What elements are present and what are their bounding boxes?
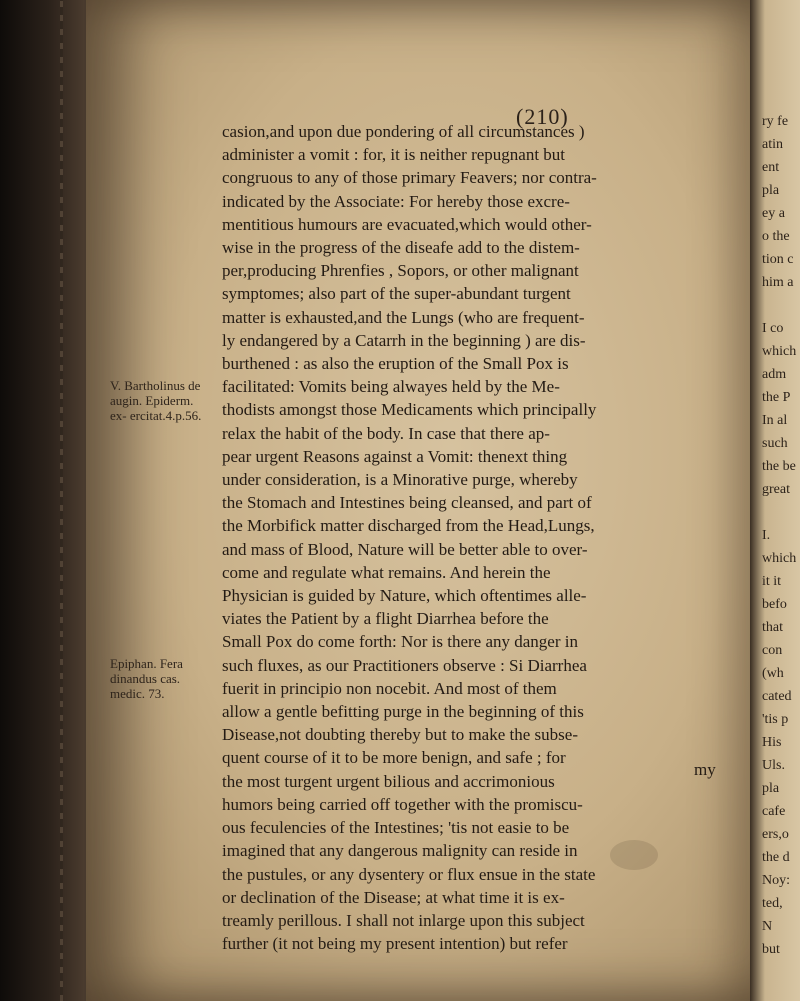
adjacent-page-fragment: the d [762,850,790,865]
adjacent-page-fragment: 'tis p [762,712,789,727]
body-text [222,120,742,955]
adjacent-page-fragment: (wh [762,666,784,681]
text-line: congruous to any of those primary Feavers; nor contra- [222,168,597,188]
adjacent-page-fragment: adm [762,367,787,382]
text-line: ly endangered by a Catarrh in the beginning ) are dis- [222,330,586,350]
adjacent-page-fragment: that [762,620,783,635]
text-line: come and regulate what remains. And herein the [222,562,551,582]
text-line: relax the habit of the body. In case that there ap- [222,423,550,443]
text-line: mentitious humours are evacuated,which would other- [222,214,592,234]
margin-note-bartholinus: V. Bartholinus de augin. Epiderm. ex- ercitat.4.p.56. [110,378,202,423]
text-line: and mass of Blood, Nature will be better able to over- [222,539,588,559]
adjacent-page-fragment: con [762,643,783,658]
text-line: such fluxes, as our Practitioners observe : Si Diarrhea [222,655,587,675]
text-line: imagined that any dangerous malignity can reside in [222,841,578,861]
adjacent-page-fragment: such [762,436,788,451]
adjacent-page-fragment: N [762,919,773,934]
text-line: further (it not being my present intention) but refer [222,934,568,954]
text-line: symptomes; also part of the super-abundant turgent [222,284,571,304]
adjacent-page-fragment: Uls. [762,758,785,773]
text-line: under consideration, is a Minorative purge, whereby [222,470,578,490]
adjacent-page-fragment [762,501,796,524]
adjacent-page-fragment: ent [762,160,780,175]
catchword: my [694,760,716,779]
text-line: the Stomach and Intestines being cleansed, and part of [222,493,592,513]
text-line: humors being carried off together with the promiscu- [222,794,583,814]
adjacent-page-fragment: the P [762,390,791,405]
text-line: viates the Patient by a flight Diarrhea before the [222,609,549,629]
margin-note-epiphan: Epiphan. Fera dinandus cas. medic. 73. [110,656,183,701]
adjacent-page-fragment: which [762,344,797,359]
text-line: the Morbifick matter discharged from the Head,Lungs, [222,516,595,536]
page-number: (210) [516,104,569,129]
adjacent-page-fragment: In al [762,413,788,428]
text-line: Disease,not doubting thereby but to make the subse- [222,725,578,745]
adjacent-page-fragment: pla [762,183,780,198]
page-stain [610,840,658,870]
adjacent-page-fragment: ted, [762,896,783,911]
text-line: indicated by the Associate: For hereby those excre- [222,191,570,211]
text-line: Small Pox do come forth: Nor is there any danger in [222,632,578,652]
text-line: ous feculencies of the Intestines; 'tis not easie to be [222,818,570,838]
text-line: per,producing Phrenfies , Sopors, or other malignant [222,261,579,281]
adjacent-page-fragment: cated [762,689,792,704]
text-line: thodists amongst those Medicaments which principally [222,400,597,420]
text-line: the most turgent urgent bilious and accrimonious [222,771,555,791]
adjacent-page-fragment: tion c [762,252,794,267]
text-line: Physician is guided by Nature, which oftentimes alle- [222,586,587,606]
text-line: administer a vomit : for, it is neither repugnant but [222,145,566,165]
adjacent-page-fragment: great [762,482,790,497]
text-line: matter is exhausted,and the Lungs (who are frequent- [222,307,585,327]
adjacent-page-fragment: ers,o [762,827,789,842]
text-line: the pustules, or any dysentery or flux ensue in the state [222,864,596,884]
adjacent-page-fragments [762,110,796,961]
text-line: facilitated: Vomits being alwayes held by the Me- [222,377,560,397]
adjacent-page-fragment: it it [762,574,782,589]
text-line: or declination of the Disease; at what time it is ex- [222,887,565,907]
adjacent-page-fragment [762,294,796,317]
text-line: casion,and upon due pondering of all circumstances ) [222,122,585,141]
text-line: burthened : as also the eruption of the Small Pox is [222,354,569,374]
adjacent-page-fragment: which [762,551,797,566]
adjacent-page-edge [750,0,800,1001]
adjacent-page-fragment: o the [762,229,790,244]
text-line: treamly perillous. I shall not inlarge upon this subject [222,910,585,930]
text-line: quent course of it to be more benign, and safe ; for [222,748,566,768]
adjacent-page-fragment: the be [762,459,796,474]
text-line: allow a gentle befitting purge in the beginning of this [222,702,584,722]
text-line: fuerit in principio non nocebit. And most of them [222,678,557,698]
text-line: wise in the progress of the diseafe add to the distem- [222,238,580,258]
adjacent-page-fragment: ry fe [762,114,789,129]
adjacent-page-fragment: befo [762,597,787,612]
adjacent-page-fragment: him a [762,275,794,290]
adjacent-page-fragment: His [762,735,782,750]
text-line: pear urgent Reasons against a Vomit: thenext thing [222,446,568,466]
adjacent-page-fragment: Noy: [762,873,790,888]
adjacent-page-fragment: pla [762,781,780,796]
adjacent-page-fragment: but [762,942,780,957]
adjacent-page-fragment: ey a [762,206,785,221]
adjacent-page-fragment: I co [762,321,784,336]
adjacent-page-fragment: I. [762,528,771,543]
adjacent-page-fragment: cafe [762,804,786,819]
adjacent-page-fragment: atin [762,137,783,152]
